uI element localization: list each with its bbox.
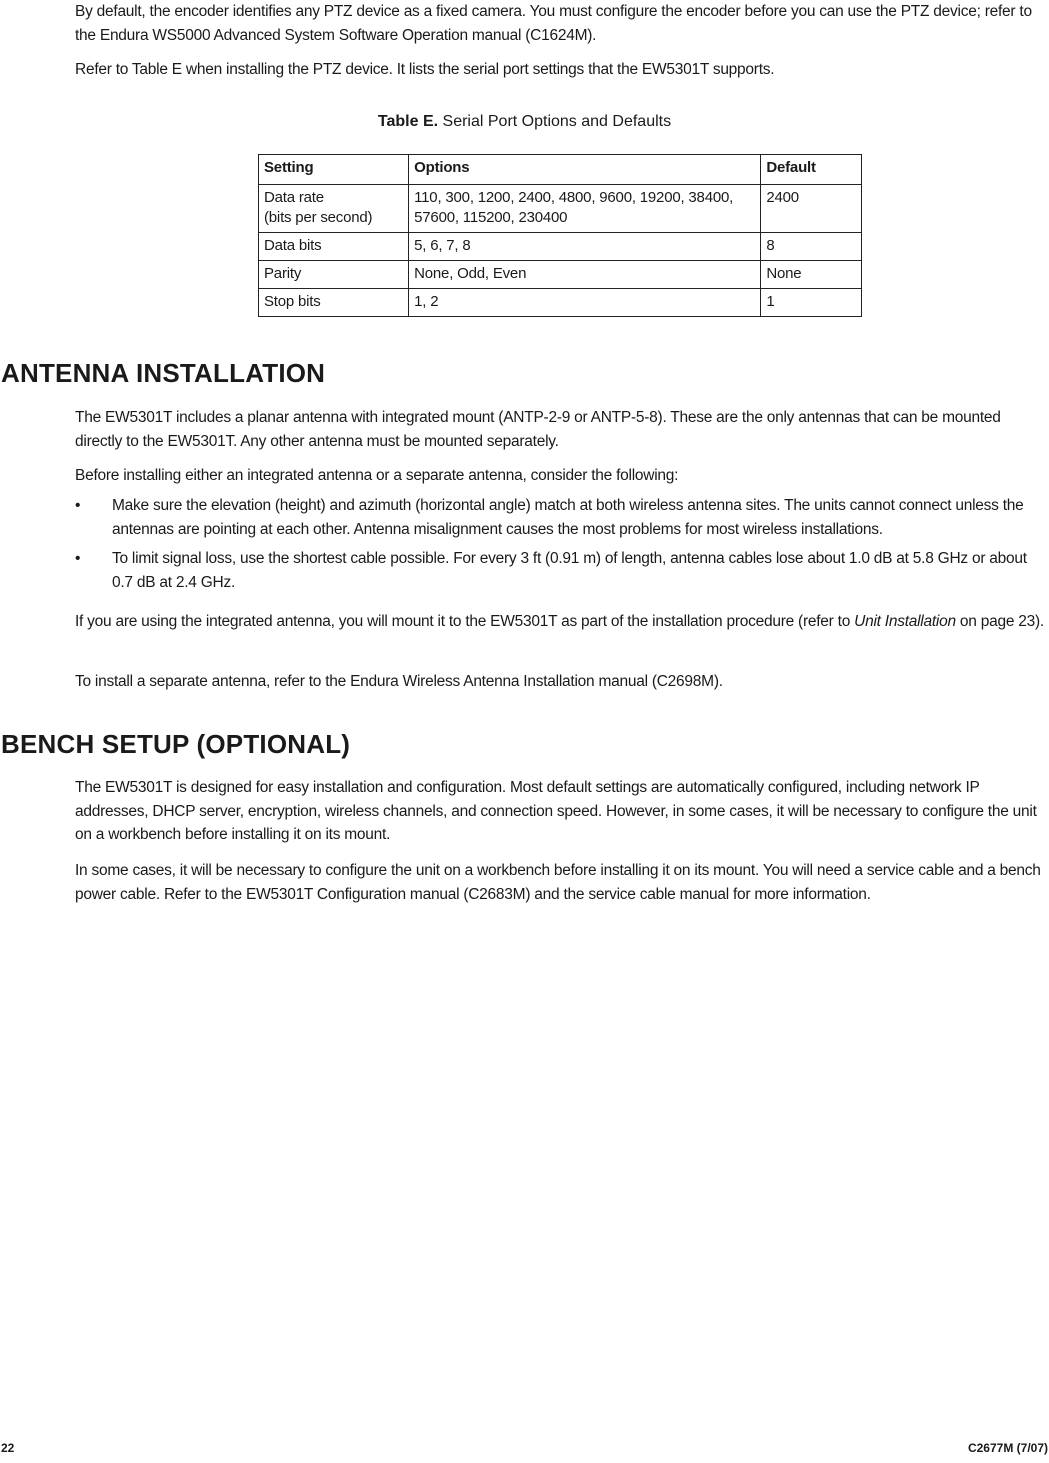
cell-default: 1 [761, 289, 862, 317]
table-row [259, 261, 862, 289]
cell-default: 2400 [761, 185, 862, 233]
table-caption-text: Serial Port Options and Defaults [438, 113, 672, 130]
page-number: 22 [1, 1441, 15, 1455]
bench-setup-heading: BENCH SETUP (OPTIONAL) [1, 729, 351, 759]
antenna-installation-heading: ANTENNA INSTALLATION [1, 358, 326, 388]
bullet-icon: • [75, 497, 81, 514]
table-caption [0, 113, 1049, 131]
cell-default: None [761, 261, 862, 289]
table-row [259, 233, 862, 261]
table-header-row [259, 155, 862, 185]
list-item: • To limit signal loss, use the shortest cable possible. For every 3 ft (0.91 m) of length, antenna cables lose about 1.0 dB at 5.8 GHz or about 0.7 dB at 2.4 GHz. [75, 547, 1047, 594]
unit-installation-reference: Unit Installation [854, 613, 956, 630]
header-options: Options [409, 155, 761, 185]
antenna-paragraph-4: To install a separate antenna, refer to the Endura Wireless Antenna Installation manual (C2698M). [75, 673, 723, 690]
document-id: C2677M (7/07) [967, 1441, 1048, 1455]
serial-port-table [258, 154, 862, 317]
table-row [259, 289, 862, 317]
intro-paragraph-1: By default, the encoder identifies any PTZ device as a fixed camera. You must configure the encoder before you can use the PTZ device; refer to the Endura WS5000 Advanced System Software Operation manual (C1624M). [75, 3, 1032, 44]
cell-setting: Parity [259, 261, 409, 289]
cell-options: 5, 6, 7, 8 [409, 233, 761, 261]
cell-setting: Stop bits [259, 289, 409, 317]
cell-setting: Data rate (bits per second) [259, 185, 409, 233]
bench-paragraph-2: In some cases, it will be necessary to configure the unit on a workbench before installing it on its mount. You will need a service cable and a bench power cable. Refer to the EW5301T Configuration manual (C2683M) and the service cable manual for more information. [75, 862, 1041, 903]
cell-options: 110, 300, 1200, 2400, 4800, 9600, 19200, 38400, 57600, 115200, 230400 [409, 185, 761, 233]
antenna-bullet-list [75, 494, 1047, 600]
antenna-paragraph-2: Before installing either an integrated antenna or a separate antenna, consider the following: [75, 467, 679, 484]
header-default: Default [761, 155, 862, 185]
bullet-icon: • [75, 550, 81, 567]
cell-default: 8 [761, 233, 862, 261]
table-row [259, 185, 862, 233]
cell-options: 1, 2 [409, 289, 761, 317]
cell-options: None, Odd, Even [409, 261, 761, 289]
intro-paragraph-2: Refer to Table E when installing the PTZ device. It lists the serial port settings that the EW5301T supports. [75, 61, 775, 78]
list-item: • Make sure the elevation (height) and azimuth (horizontal angle) match at both wireless antenna sites. The units cannot connect unless the antennas are pointing at each other. Antenna misalignment causes the most problems for most wireless installations. [75, 494, 1047, 541]
bench-paragraph-1: The EW5301T is designed for easy installation and configuration. Most default settings are automatically configured, including network IP addresses, DHCP server, encryption, wireless channels, and connection speed. However, in some cases, it will be necessary to configure the unit on a workbench before installing it on its mount. [75, 779, 1037, 843]
antenna-paragraph-1: The EW5301T includes a planar antenna with integrated mount (ANTP-2-9 or ANTP-5-8). These are the only antennas that can be mounted directly to the EW5301T. Any other antenna must be mounted separately. [75, 409, 1001, 450]
cell-setting: Data bits [259, 233, 409, 261]
table-caption-label: Table E. [377, 113, 439, 130]
antenna-paragraph-3: If you are using the integrated antenna, you will mount it to the EW5301T as part of the installation procedure (refer to Unit Installation on page 23). [75, 613, 1044, 630]
header-setting: Setting [259, 155, 409, 185]
